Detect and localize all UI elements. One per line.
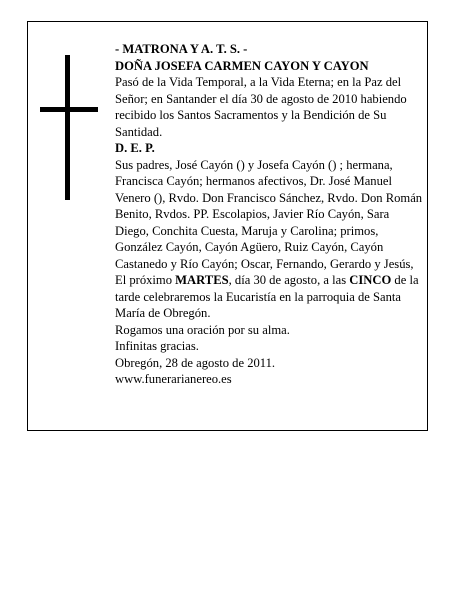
notice-header: - MATRONA Y A. T. S. - [115,42,248,56]
ceremony-details [115,272,425,322]
prayer-request: Rogamos una oración por su alma. [115,322,290,337]
deceased-name: DOÑA JOSEFA CARMEN CAYON Y CAYON [115,58,369,73]
notice-text [115,41,425,388]
obituary-notice [27,21,428,431]
family-list: Sus padres, José Cayón () y Josefa Cayón () ; hermana, Francisca Cayón; hermanos afectivos, Dr. José Manuel Venero (), Rvdo. Don Francisco Sánchez, Rvdo. Don Román Benito, Rvdos. PP. Escolapios, Javier Río Cayón, Sara Diego, Conchita Cuesta, Maruja y Carolina; primos, González Cayón, Cayón Agüero, Ruiz Cayón, Cayón Castanedo y Río Cayón; Oscar, Fernando, Gerardo y Jesús, [115,157,423,271]
ceremony-day: MARTES [175,273,229,287]
dep-label: D. E. P. [115,141,155,155]
ceremony-middle: , día 30 de agosto, a las [228,273,350,287]
thanks-line: Infinitas gracias. [115,339,199,353]
place-date: Obregón, 28 de agosto de 2011. [115,355,276,370]
website-link[interactable]: www.funerarianereo.es [115,372,232,386]
death-statement: Pasó de la Vida Temporal, a la Vida Eterna; en la Paz del Señor; en Santander el día 30 de agosto de 2010 habiendo recibido los Santos Sacramentos y la Bendición de Su Santidad. [115,75,407,139]
ceremony-suffix: de la tarde celebraremos la Eucaristía en la parroquia de Santa María de Obregón. [115,273,419,320]
cross-vertical-bar [65,55,70,200]
cross-icon [40,55,98,200]
cross-horizontal-bar [40,107,98,112]
ceremony-prefix: El próximo [115,273,176,287]
ceremony-time: CINCO [349,273,392,287]
